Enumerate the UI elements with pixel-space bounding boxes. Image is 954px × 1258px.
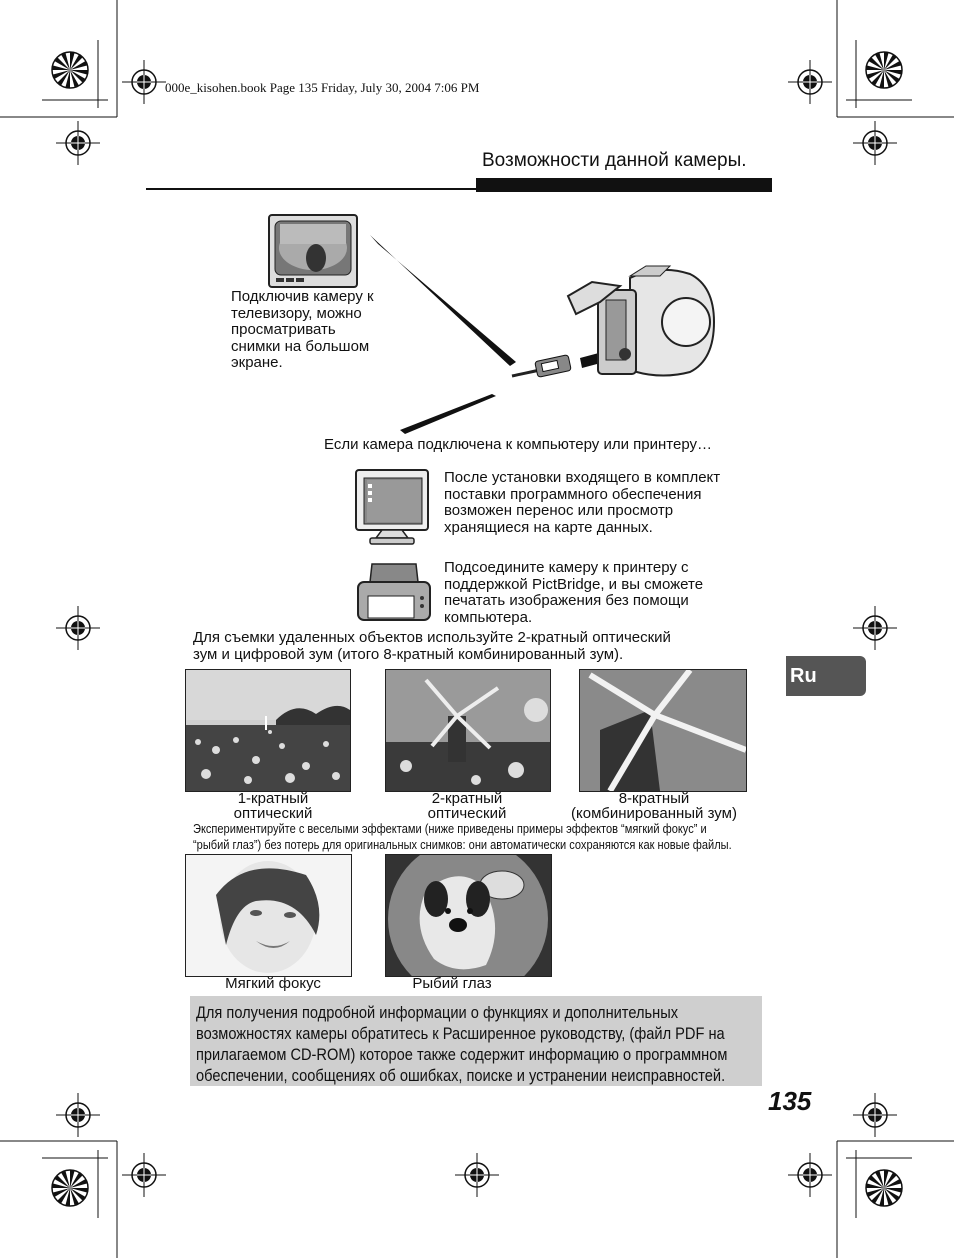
zoom-2x-photo <box>385 669 551 792</box>
file-header: 000e_kisohen.book Page 135 Friday, July 30, 2004 7:06 PM <box>165 80 480 95</box>
computer-description: После установки входящего в комплект поставки программного обеспечения возможен перенос или просмотр хранящиеся на карте данных. <box>444 469 721 536</box>
pc-printer-intro: Если камера подключена к компьютеру или принтеру… <box>324 436 713 453</box>
zoom-description: Для съемки удаленных объектов используйте 2-кратный оптический зум и цифровой зум (итого 8-кратный комбинированный зум). <box>193 629 671 663</box>
zoom-8x-photo <box>579 669 747 792</box>
camera-connection-illustration <box>330 230 730 440</box>
computer-illustration <box>352 468 432 548</box>
zoom-8x-caption: 8-кратный (комбинированный зум) <box>571 790 737 822</box>
soft-focus-photo <box>185 854 352 977</box>
zoom-1x-photo <box>185 669 351 792</box>
heading-rule <box>146 188 476 190</box>
info-note-box: Для получения подробной информации о функциях и дополнительных возможностях камеры обратитесь к Расширенное руководству, (файл PDF на прилагаемом CD-ROM) которое также содержит информацию о программном обеспечении, сообщениях об ошибках, поиске и устранении неисправностей. <box>190 996 762 1086</box>
pc-pointer-wedge <box>400 394 496 434</box>
tv-description: Подключив камеру к телевизору, можно просматривать снимки на большом экране. <box>231 288 374 371</box>
effects-description: Экспериментируйте с веселыми эффектами (ниже приведены примеры эффектов “мягкий фокус” и “рыбий глаз”) без потерь для оригинальных снимков: они автоматически сохраняются как новые файлы. <box>193 821 732 852</box>
printer-description: Подсоедините камеру к принтеру с поддержкой PictBridge, и вы сможете печатать изображения без помощи компьютера. <box>444 559 704 626</box>
heading-bar <box>476 178 772 192</box>
fisheye-photo <box>385 854 552 977</box>
soft-focus-caption: Мягкий фокус <box>225 975 321 992</box>
printer-illustration <box>354 560 434 624</box>
section-title: Возможности данной камеры. <box>482 150 747 171</box>
zoom-1x-caption: 1-кратный оптический <box>233 790 313 822</box>
zoom-2x-caption: 2-кратный оптический <box>427 790 507 822</box>
tv-pointer-wedge <box>370 235 516 366</box>
fisheye-caption: Рыбий глаз <box>412 975 492 992</box>
page-number: 135 <box>768 1086 812 1116</box>
language-tab: Ru <box>786 656 866 696</box>
